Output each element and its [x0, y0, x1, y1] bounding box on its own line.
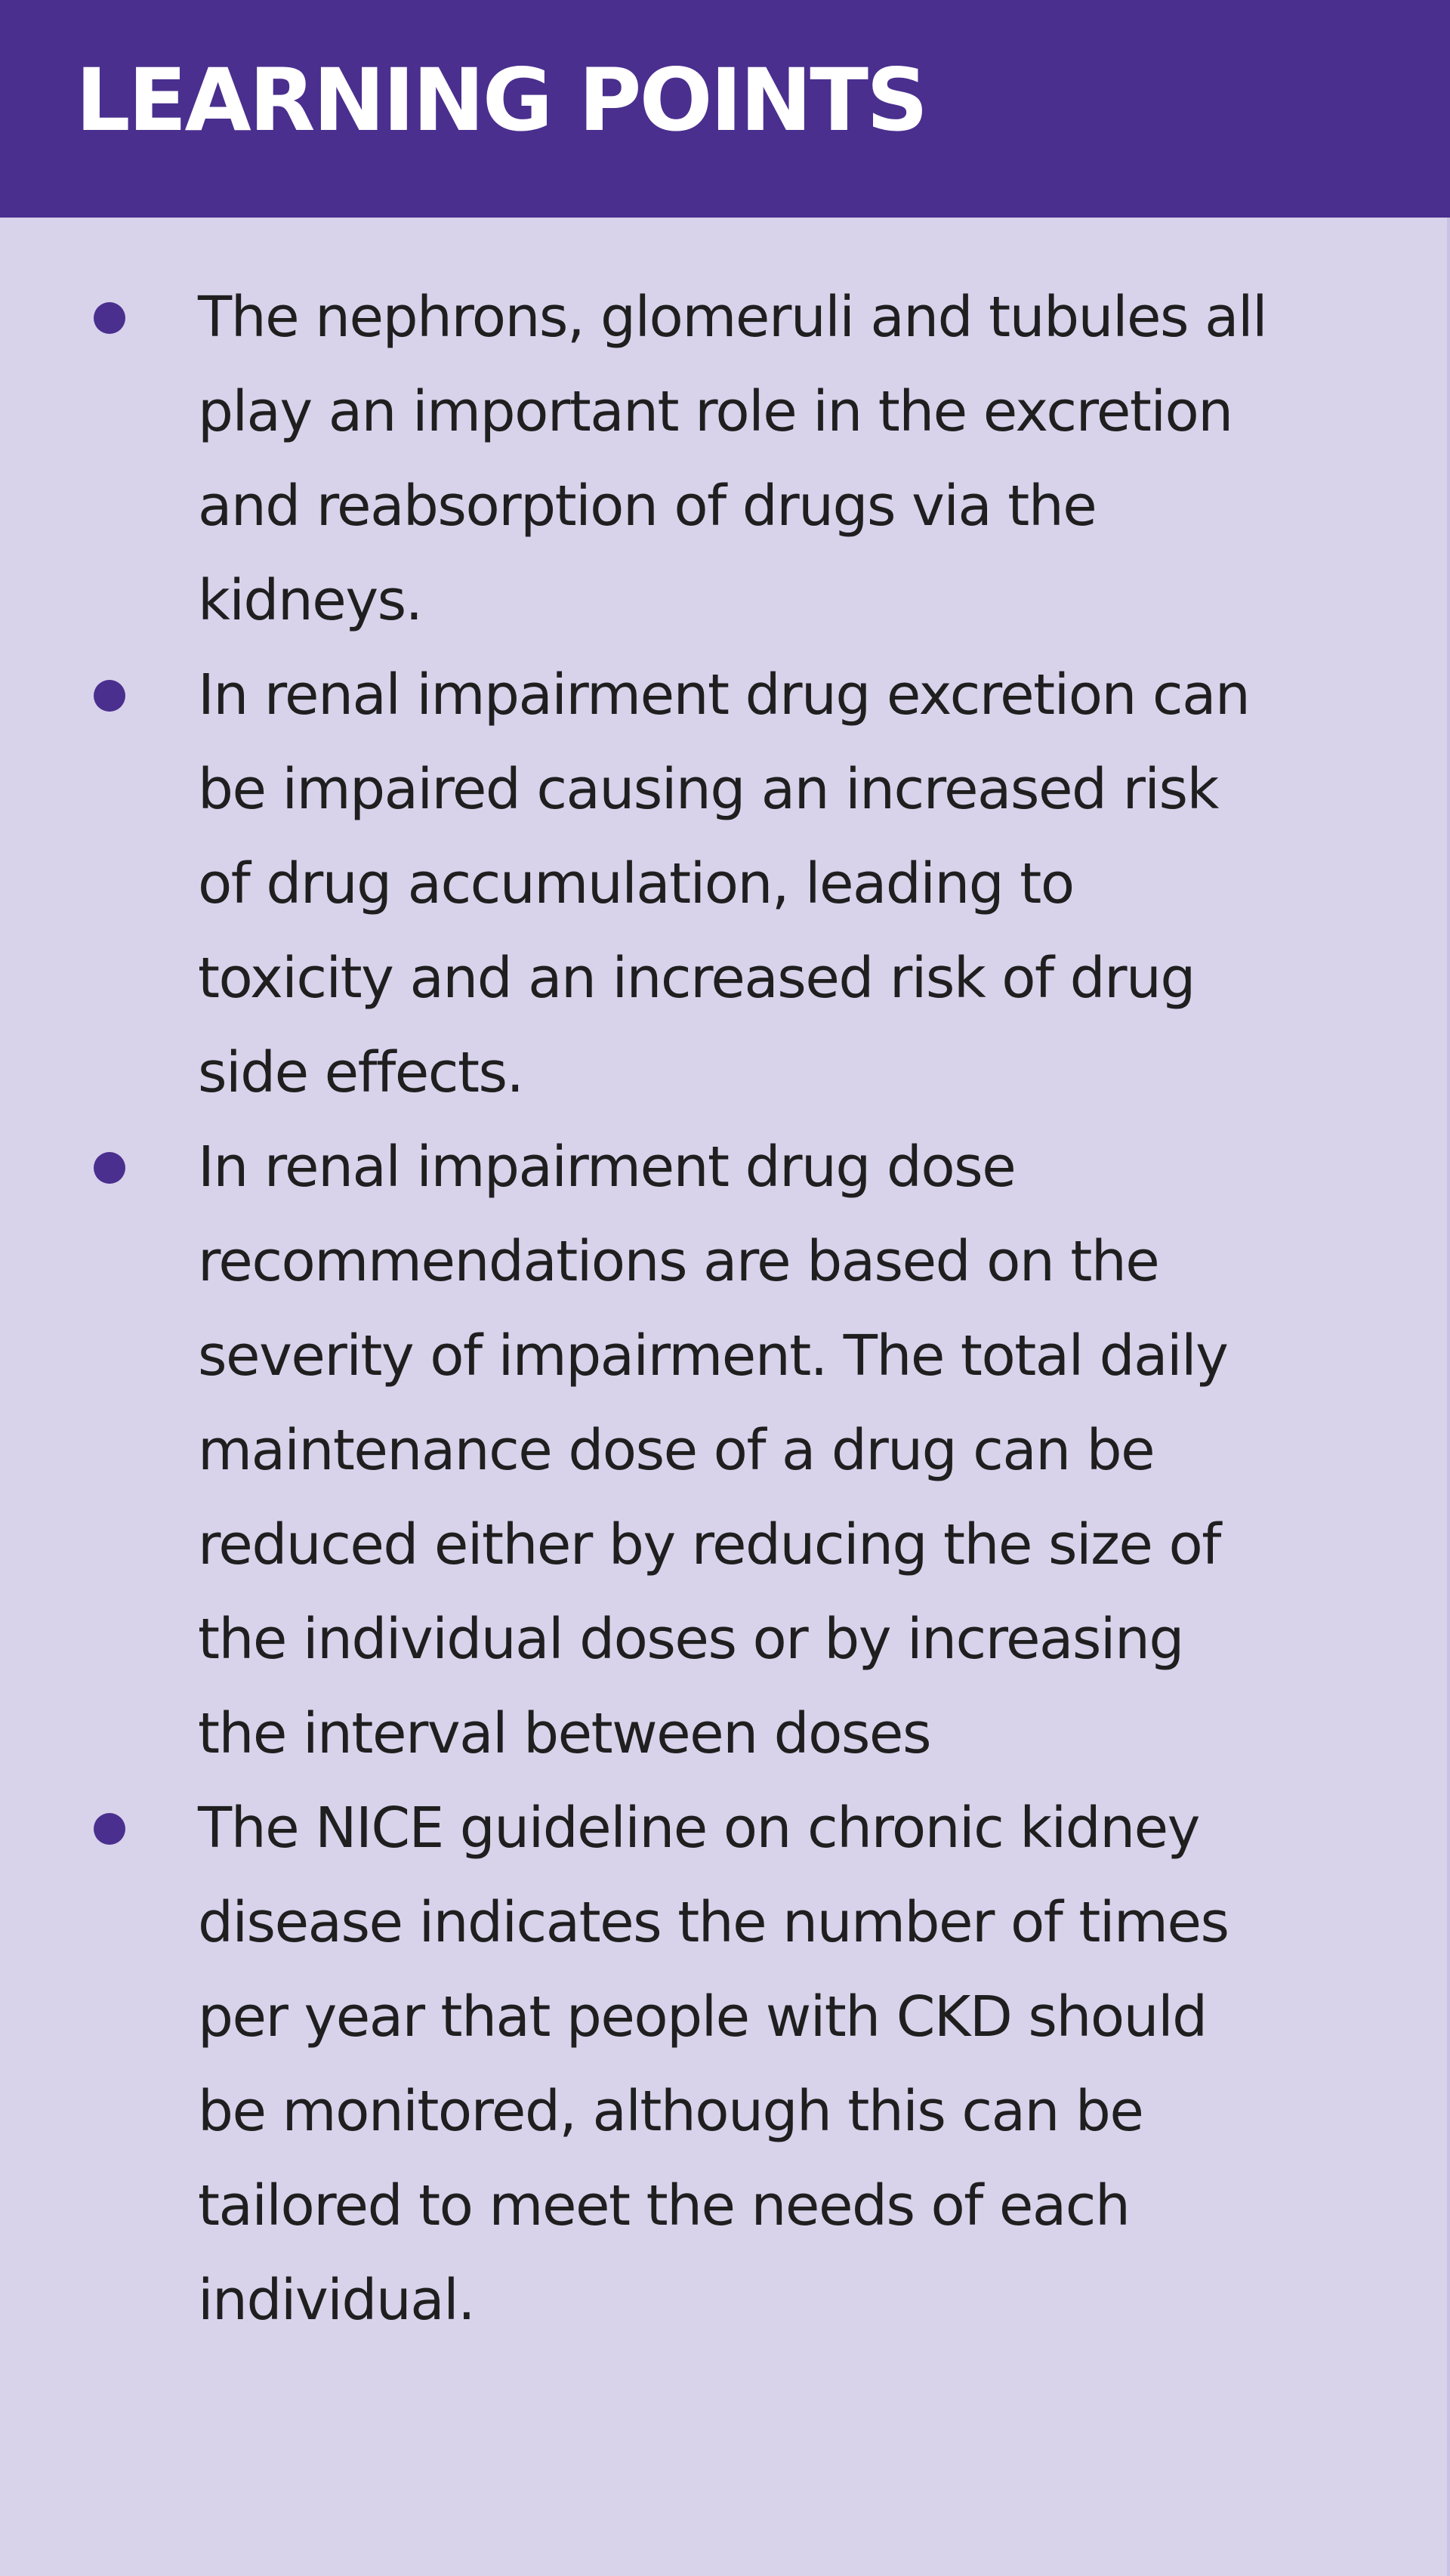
learning-point-line: The nephrons, glomeruli and tubules all [198, 285, 1267, 350]
header-bar [0, 0, 1450, 218]
learning-point-line: toxicity and an increased risk of drug [198, 946, 1195, 1011]
learning-points-list [0, 270, 1450, 2348]
learning-point-line: kidneys. [198, 568, 422, 633]
learning-point-1 [0, 270, 1450, 648]
learning-point-line: recommendations are based on the [198, 1229, 1159, 1294]
learning-point-line: the interval between doses [198, 1701, 931, 1766]
learning-point-line: be monitored, although this can be [198, 2079, 1143, 2144]
bullet-icon [94, 1152, 125, 1184]
learning-point-line: disease indicates the number of times [198, 1890, 1229, 1955]
learning-point-3 [0, 1120, 1450, 1781]
learning-point-4 [0, 1781, 1450, 2348]
learning-point-line: and reabsorption of drugs via the [198, 474, 1097, 539]
learning-point-line: maintenance dose of a drug can be [198, 1418, 1155, 1483]
learning-point-line: be impaired causing an increased risk [198, 757, 1218, 822]
learning-point-line: per year that people with CKD should [198, 1985, 1207, 2049]
learning-point-line: severity of impairment. The total daily [198, 1324, 1228, 1388]
bullet-icon [94, 1813, 125, 1845]
learning-point-line: In renal impairment drug excretion can [198, 663, 1250, 727]
learning-point-line: play an important role in the excretion [198, 379, 1232, 444]
learning-point-line: of drug accumulation, leading to [198, 851, 1074, 916]
learning-point-line: The NICE guideline on chronic kidney [198, 1796, 1199, 1861]
bullet-icon [94, 302, 125, 334]
learning-point-line: the individual doses or by increasing [198, 1607, 1183, 1672]
learning-point-line: individual. [198, 2268, 475, 2333]
learning-point-line: reduced either by reducing the size of [198, 1512, 1220, 1577]
box-title: LEARNING POINTS [76, 50, 927, 150]
learning-point-line: side effects. [198, 1040, 523, 1105]
learning-point-2 [0, 648, 1450, 1120]
learning-point-line: tailored to meet the needs of each [198, 2173, 1130, 2238]
learning-point-line: In renal impairment drug dose [198, 1135, 1016, 1200]
bullet-icon [94, 680, 125, 712]
